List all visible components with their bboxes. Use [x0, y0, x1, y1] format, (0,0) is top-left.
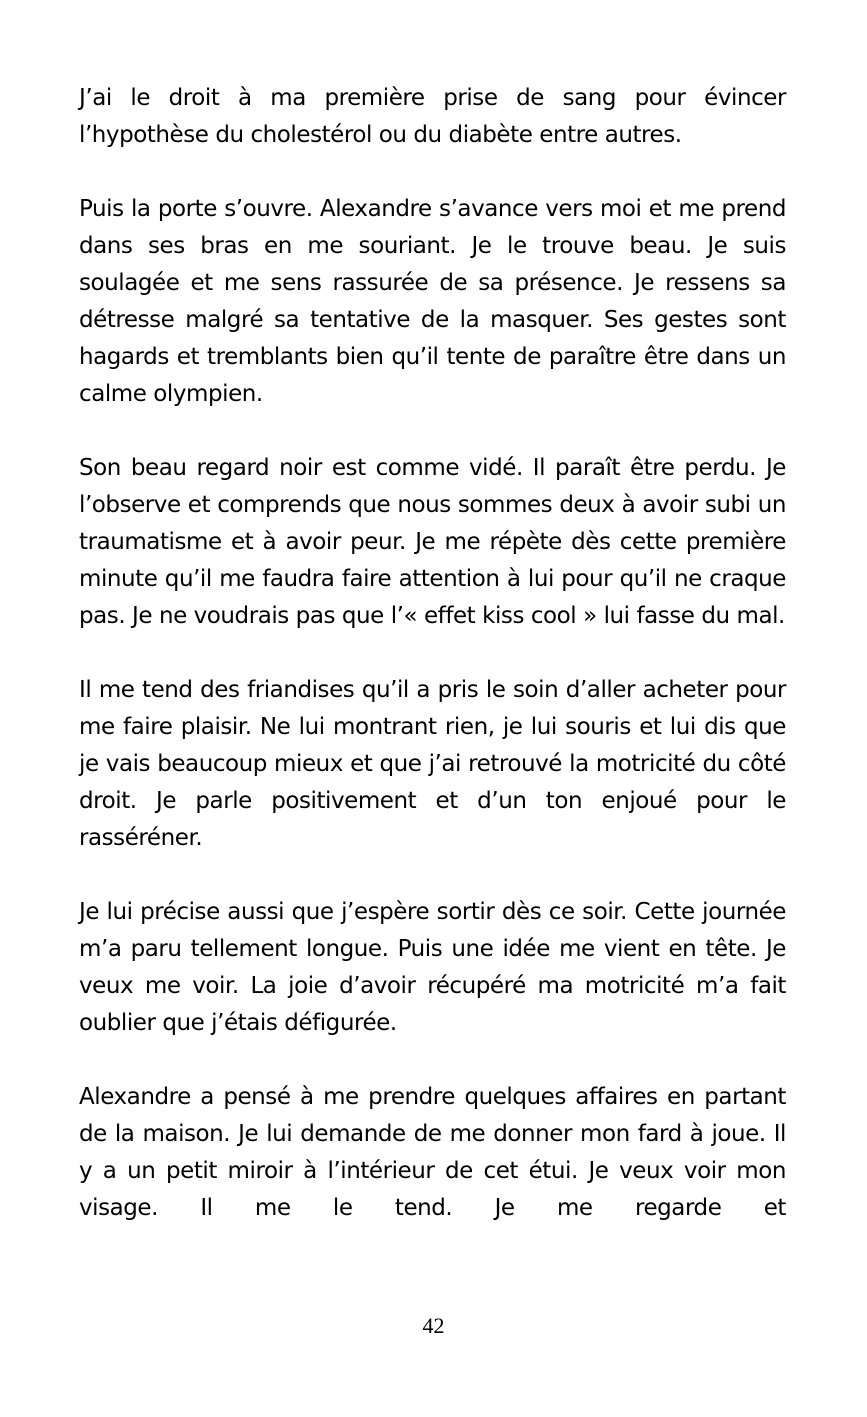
body-text: [79, 80, 786, 1227]
page-number: 42: [422, 1313, 445, 1338]
paragraph: Je lui précise aussi que j’espère sortir dès ce soir. Cette journée m’a paru tellement longue. Puis une idée me vient en tête. Je veux me voir. La joie d’avoir récupéré ma motricité m’a fait oublier que j’étais défigurée.: [79, 899, 786, 1036]
paragraph: Son beau regard noir est comme vidé. Il paraît être perdu. Je l’observe et comprends que nous sommes deux à avoir subi un traumatisme et à avoir peur. Je me répète dès cette première minute qu’il me faudra faire attention à lui pour qu’il ne craque pas. Je ne voudrais pas que l’« effet kiss cool » lui fasse du mal.: [79, 455, 786, 629]
paragraph: J’ai le droit à ma première prise de sang pour évincer l’hypothèse du cholestérol ou du diabète entre autres.: [79, 85, 786, 148]
paragraph: Puis la porte s’ouvre. Alexandre s’avance vers moi et me prend dans ses bras en me souriant. Je le trouve beau. Je suis soulagée et me sens rassurée de sa présence. Je ressens sa détresse malgré sa tentative de la masquer. Ses gestes sont hagards et tremblants bien qu’il tente de paraître être dans un calme olympien.: [79, 196, 786, 407]
paragraph: Il me tend des friandises qu’il a pris le soin d’aller acheter pour me faire plaisir. Ne lui montrant rien, je lui souris et lui dis que je vais beaucoup mieux et que j’ai retrouvé la motricité du côté droit. Je parle positivement et d’un ton enjoué pour le rasséréner.: [79, 677, 786, 851]
paragraph: Alexandre a pensé à me prendre quelques affaires en partant de la maison. Je lui demande de me donner mon fard à joue. Il y a un petit miroir à l’intérieur de cet étui. Je veux voir mon visage. Il me le tend. Je me regarde et: [79, 1084, 786, 1221]
